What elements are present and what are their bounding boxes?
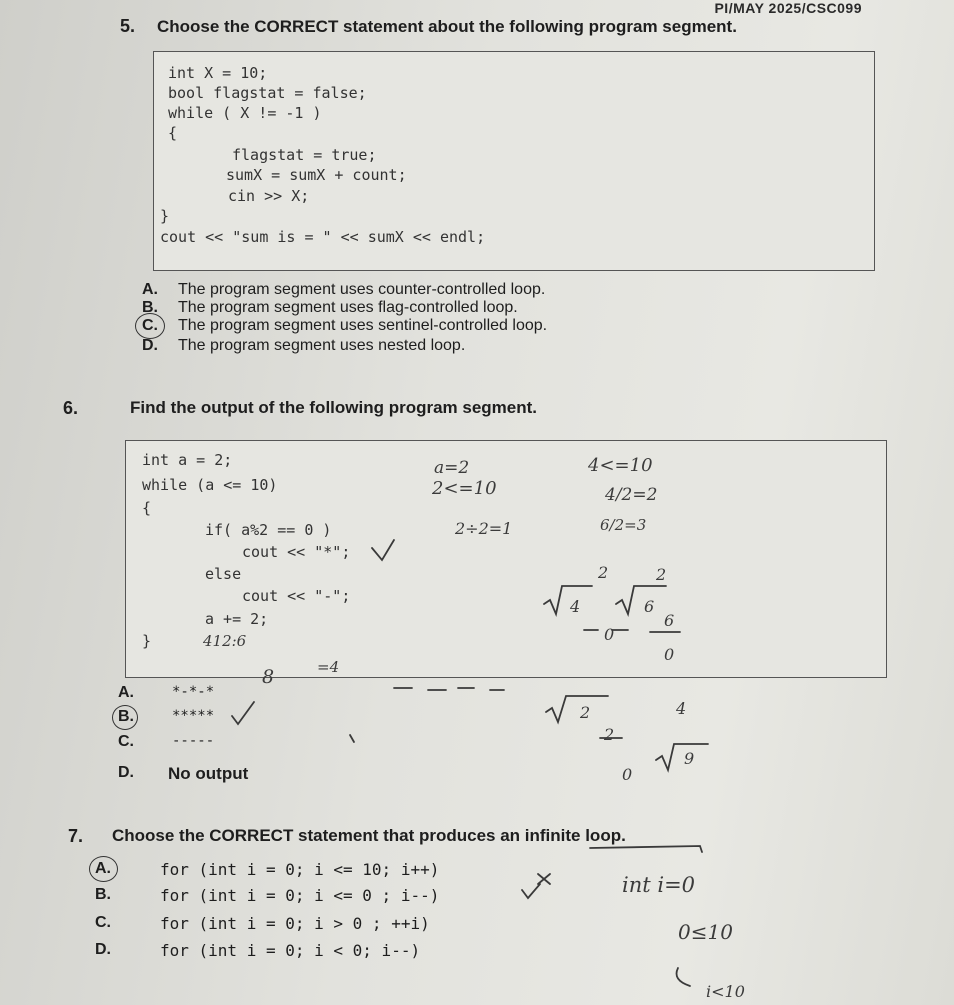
q7-handwriting: i<10 — [706, 982, 745, 1001]
q7-option-c-label: C. — [95, 914, 111, 931]
q6-option-c-text: ----- — [172, 733, 215, 749]
q6-code-line: } — [142, 632, 152, 650]
q5-option-c-text: The program segment uses sentinel-controlled loop. — [178, 317, 548, 334]
exam-code: PI/MAY 2025/CSC099 — [714, 0, 862, 16]
q5-option-b-text: The program segment uses flag-controlled loop. — [178, 299, 518, 316]
q6-scribble-digit: 4 — [570, 597, 581, 616]
q6-handwriting: a=2 — [434, 458, 470, 478]
q5-option-a-text: The program segment uses counter-controlled loop. — [178, 281, 546, 298]
q5-code-line: { — [168, 124, 178, 142]
q5-text: Choose the CORRECT statement about the following program segment. — [157, 17, 737, 36]
q5-code-line: flagstat = true; — [232, 146, 377, 164]
q6-code-line: cout << "*"; — [242, 543, 351, 561]
q6-code-line: else — [205, 565, 242, 583]
q7-handwriting: 0≤10 — [678, 920, 733, 944]
q6-handwriting: 2<=10 — [432, 478, 497, 499]
q6-code-line: a += 2; — [205, 610, 269, 628]
q6-handwriting: =4 — [317, 658, 340, 676]
q6-option-b-text: ***** — [172, 708, 215, 724]
q6-option-b-label: B. — [118, 708, 134, 725]
q5-code-line: while ( X != -1 ) — [168, 104, 322, 122]
q6-handwriting: 412:6 — [203, 632, 247, 650]
q6-code-line: int a = 2; — [142, 451, 233, 469]
q6-scribble-digit: 2 — [656, 565, 667, 584]
q6-scribble-digit: 6 — [644, 597, 655, 616]
q5-code-line: cout << "sum is = " << sumX << endl; — [160, 228, 486, 246]
q6-scribble-digit: 0 — [604, 625, 615, 644]
q5-option-d-text: The program segment uses nested loop. — [178, 337, 466, 354]
q6-option-d-label: D. — [118, 764, 134, 781]
q5-number: 5. — [120, 16, 136, 36]
q6-scribble-digit: 2 — [604, 725, 615, 744]
q5-option-d-label: D. — [142, 337, 158, 354]
q6-code-line: if( a%2 == 0 ) — [205, 521, 332, 539]
q6-handwriting: 8 — [262, 666, 275, 688]
q7-option-d-text: for (int i = 0; i < 0; i--) — [160, 941, 421, 960]
q7-option-d-label: D. — [95, 941, 111, 958]
q6-option-a-label: A. — [118, 684, 134, 701]
q6-handwriting: 4<=10 — [588, 455, 653, 476]
q5-code-line: } — [160, 207, 170, 225]
q5-code-line: int X = 10; — [168, 64, 268, 82]
q5-code-line: bool flagstat = false; — [168, 84, 367, 102]
q6-option-c-label: C. — [118, 733, 134, 750]
q7-option-b-text: for (int i = 0; i <= 0 ; i--) — [160, 886, 440, 905]
q6-option-d-text: No output — [168, 764, 249, 783]
q6-number: 6. — [63, 398, 79, 418]
q7-option-c-text: for (int i = 0; i > 0 ; ++i) — [160, 914, 430, 933]
q5-option-a-label: A. — [142, 281, 158, 298]
q7-handwriting: int i=0 — [622, 873, 696, 897]
q6-scribble-digit: 2 — [598, 563, 609, 582]
q6-handwriting: 4/2=2 — [605, 485, 658, 505]
q5-code-line: cin >> X; — [228, 187, 310, 205]
q6-handwriting: 6/2=3 — [600, 516, 647, 534]
q6-text: Find the output of the following program segment. — [130, 398, 538, 417]
q6-scribble-digit: 9 — [684, 749, 695, 768]
q6-scribble-digit: 0 — [622, 765, 633, 784]
q6-code-line: cout << "-"; — [242, 587, 351, 605]
q5-option-c-label: C. — [142, 317, 158, 334]
q7-text: Choose the CORRECT statement that produces an infinite loop. — [112, 826, 626, 845]
q6-code-line: { — [142, 499, 152, 517]
q7-option-a-text: for (int i = 0; i <= 10; i++) — [160, 860, 440, 879]
q5-option-b-label: B. — [142, 299, 158, 316]
q7-option-a-label: A. — [95, 860, 111, 877]
q6-scribble-digit: 6 — [664, 611, 675, 630]
q7-number: 7. — [68, 826, 84, 846]
q6-handwriting: 2÷2=1 — [455, 519, 513, 538]
q6-scribble-digit: 4 — [676, 699, 687, 718]
q6-code-line: while (a <= 10) — [142, 476, 278, 494]
q7-option-b-label: B. — [95, 886, 111, 903]
q6-scribble-digit: 0 — [664, 645, 675, 664]
q6-option-a-text: *-*-* — [172, 684, 215, 700]
q6-scribble-digit: 2 — [580, 703, 591, 722]
q5-code-line: sumX = sumX + count; — [226, 166, 407, 184]
